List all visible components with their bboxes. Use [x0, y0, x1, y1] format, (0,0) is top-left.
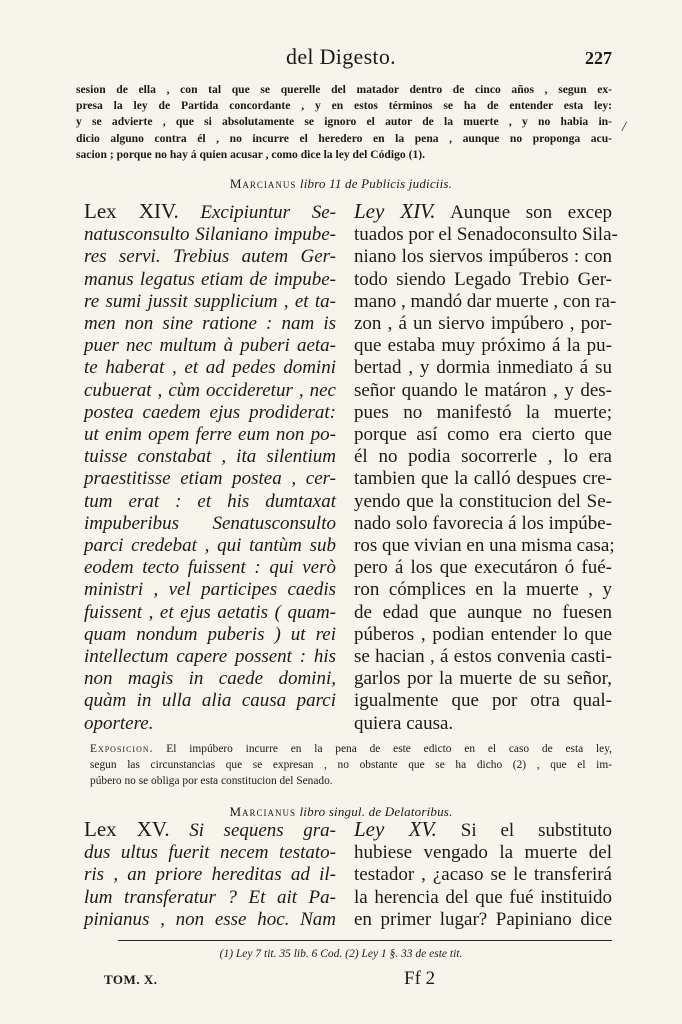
spanish-line: zon , á un siervo impúbero , por-: [354, 313, 612, 335]
latin-line: postea caedem ejus prodiderat:: [84, 401, 336, 423]
intro-line: dicio alguno contra él , no incurre el heredero en la pena , aunque no proponga acu-: [76, 131, 612, 145]
signature-mark: Ff 2: [404, 968, 436, 989]
latin-line: intellectum capere possent : his: [84, 646, 336, 668]
latin-line: men non sine ratione : nam is: [84, 313, 336, 335]
intro-line: sacion ; porque no hay á quien acusar , como dice la ley del Código (1).: [76, 147, 426, 161]
ley-14-heading: Ley XIV.: [354, 199, 436, 223]
rubric-author: Marcianus: [229, 804, 297, 819]
latin-line: natusconsulto Silaniano impube-: [84, 224, 336, 246]
spanish-line: Si el substituto: [460, 820, 612, 841]
rubric-source: libro singul. de Delatoribus.: [299, 804, 453, 819]
spanish-line: púberos , podian entender lo que: [354, 623, 612, 645]
latin-line: tum erat : et his dumtaxat: [84, 490, 336, 512]
latin-line: ris , an priore hereditas ad il-: [84, 864, 336, 886]
spanish-line: yendo que la constitucion del Se-: [354, 490, 612, 512]
latin-line: pinianus , non esse hoc. Nam: [84, 908, 336, 930]
spanish-column-ley-15: [354, 818, 612, 931]
running-head: [0, 44, 682, 74]
ley-15-heading: Ley XV.: [354, 817, 437, 841]
exposicion-line: segun las circunstancias que se expresan , no obstante que se ha dicho (2) , que el im-: [90, 759, 612, 772]
volume-label: TOM. X.: [104, 972, 158, 987]
latin-line: fuissent , et ejus aetatis ( quam-: [84, 601, 336, 623]
spanish-line: bertad , y dormia inmediato á su: [354, 357, 612, 379]
spanish-line: mano , mandó dar muerte , con ra-: [354, 290, 617, 312]
intro-line: presa la ley de Partida concordante , y en estos términos se ha de entender esta ley:: [76, 99, 612, 113]
spanish-line: tuados por el Senadoconsulto Sila-: [354, 224, 618, 246]
page-number: 227: [585, 48, 612, 68]
spanish-line: hubiese vengado la muerte del: [354, 842, 612, 864]
latin-line: res servi. Trebius autem Ger-: [84, 246, 336, 268]
rubric-marcianus-publicis: [0, 176, 682, 192]
latin-column-lex-14: [84, 200, 336, 735]
spanish-line: garlos por la muerte de su señor,: [354, 668, 612, 690]
rubric-author: Marcianus: [229, 176, 297, 191]
spanish-line: en primer lugar? Papiniano dice: [354, 908, 612, 930]
latin-line: Si sequens gra-: [189, 820, 336, 841]
intro-paragraph: [76, 82, 612, 163]
latin-line: praestitisse etiam postea , cer-: [84, 468, 336, 490]
spanish-line: pero á los que executáron ó fué-: [354, 557, 612, 579]
latin-line: Excipiuntur Se-: [200, 202, 336, 223]
latin-line: eodem tecto fuissent : qui verò: [84, 557, 336, 579]
exposicion-label: Exposicion.: [90, 743, 154, 755]
spanish-line: señor quando le matáron , y des-: [354, 379, 612, 401]
latin-line: oportere.: [84, 712, 154, 734]
margin-mark: /: [622, 120, 626, 135]
latin-line: manus legatus etiam de impube-: [84, 268, 336, 290]
latin-line: ut enim opem ferre eum non po-: [84, 424, 336, 446]
latin-line: quam nondum puberis ) ut rei: [84, 623, 336, 645]
intro-line: y se advierte , que si absolutamente se ignoro el autor de la muerte , y no habia in-: [76, 115, 612, 129]
latin-line: quàm in ulla alia causa parci: [84, 690, 336, 712]
latin-line: lum transferatur ? Et ait Pa-: [84, 886, 336, 908]
intro-line: sesion de ella , con tal que se querelle del matador dentro de cinco años , segun ex-: [76, 83, 612, 96]
latin-line: tuisse constabat , ita silentium: [84, 446, 336, 468]
spanish-line: porque así como era cierto que: [354, 424, 612, 446]
latin-line: re sumi jussit supplicium , et ta-: [84, 290, 336, 312]
footnote: (1) Ley 7 tit. 35 lib. 6 Cod. (2) Ley 1 §. 33 de este tit.: [219, 948, 463, 960]
spanish-line: igualmente que por otra qual-: [354, 690, 612, 712]
latin-line: non magis in caede domini,: [84, 668, 336, 690]
spanish-line: él no podia socorrerle , lo era: [354, 446, 612, 468]
exposicion-line: El impúbero incurre en la pena de este edicto en el caso de esta ley,: [166, 743, 612, 755]
exposicion-note: [90, 741, 612, 790]
running-title: del Digesto.: [286, 44, 396, 69]
latin-line: parci credebat , qui tantùm sub: [84, 535, 336, 557]
lex-14-heading: Lex XIV.: [84, 199, 179, 223]
spanish-column-ley-14: [354, 199, 618, 735]
latin-line: impuberibus Senatusconsulto: [84, 512, 336, 534]
latin-line: puer nec multum à puberi aeta-: [84, 335, 336, 357]
footnote-rule: [118, 940, 612, 941]
spanish-line: quiera causa.: [354, 712, 454, 734]
spanish-line: de edad que aunque no fuesen: [354, 601, 612, 623]
latin-line: dus ultus fuerit necem testato-: [84, 842, 336, 864]
spanish-line: Aunque son excep: [450, 202, 612, 223]
rubric-source: libro 11 de Publicis judiciis.: [299, 176, 453, 191]
latin-line: cubuerat , cùm occideretur , nec: [84, 379, 336, 401]
spanish-line: nado solo favorecia á los impúbe-: [354, 512, 612, 534]
exposicion-line: púbero no se obliga por esta constitucion del Senado.: [90, 775, 333, 788]
spanish-line: niano los siervos impúberos : con: [354, 246, 612, 268]
latin-column-lex-15: [84, 818, 336, 931]
spanish-line: se hacian , á estos convenia casti-: [354, 646, 612, 668]
spanish-line: ron cómplices en la muerte , y: [354, 579, 612, 601]
lex-15-heading: Lex XV.: [84, 817, 170, 841]
latin-line: te haberat , et ad pedes domini: [84, 357, 336, 379]
spanish-line: pues no manifestó la muerte;: [354, 401, 612, 423]
spanish-line: todo siendo Legado Trebio Ger-: [354, 268, 612, 290]
spanish-line: que estaba muy próximo á la pu-: [354, 335, 612, 357]
spanish-line: testador , ¿acaso se le transferirá: [354, 864, 612, 886]
spanish-line: tambien que la calló despues cre-: [354, 468, 612, 490]
spanish-line: ros que vivian en una misma casa;: [354, 535, 615, 557]
latin-line: ministri , vel participes caedis: [84, 579, 336, 601]
spanish-line: la herencia del que fué instituido: [354, 886, 612, 908]
